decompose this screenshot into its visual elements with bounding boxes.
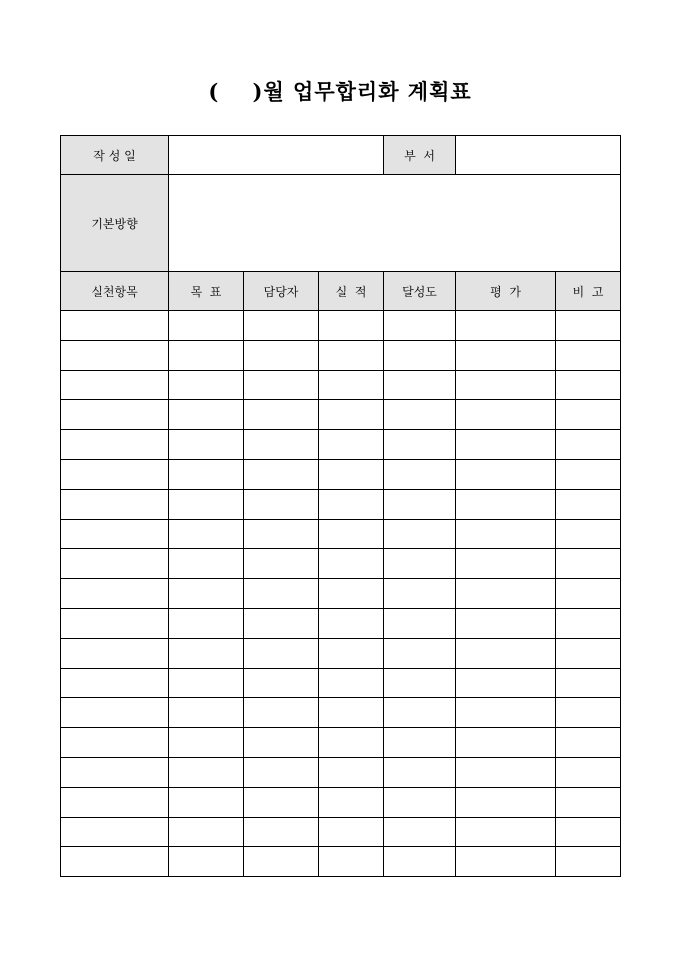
cell-person-in-charge[interactable] xyxy=(244,668,319,698)
cell-result[interactable] xyxy=(319,817,384,847)
cell-achievement[interactable] xyxy=(384,698,456,728)
cell-person-in-charge[interactable] xyxy=(244,638,319,668)
cell-goal[interactable] xyxy=(169,579,244,609)
table-row xyxy=(61,817,621,847)
cell-goal[interactable] xyxy=(169,817,244,847)
cell-person-in-charge[interactable] xyxy=(244,698,319,728)
cell-evaluation[interactable] xyxy=(456,757,556,787)
cell-person-in-charge[interactable] xyxy=(244,519,319,549)
header-result: 실 적 xyxy=(319,272,384,311)
cell-practice-item[interactable] xyxy=(61,430,169,460)
cell-evaluation[interactable] xyxy=(456,728,556,758)
cell-person-in-charge[interactable] xyxy=(244,579,319,609)
cell-person-in-charge[interactable] xyxy=(244,340,319,370)
cell-result[interactable] xyxy=(319,489,384,519)
cell-achievement[interactable] xyxy=(384,549,456,579)
cell-achievement[interactable] xyxy=(384,728,456,758)
table-row xyxy=(61,400,621,430)
cell-remarks[interactable] xyxy=(556,340,621,370)
table-row xyxy=(61,311,621,341)
cell-practice-item[interactable] xyxy=(61,757,169,787)
cell-remarks[interactable] xyxy=(556,608,621,638)
cell-result[interactable] xyxy=(319,311,384,341)
plan-table xyxy=(60,135,621,877)
table-row xyxy=(61,489,621,519)
cell-person-in-charge[interactable] xyxy=(244,489,319,519)
cell-achievement[interactable] xyxy=(384,340,456,370)
header-practice-item: 실천항목 xyxy=(61,272,169,311)
cell-remarks[interactable] xyxy=(556,698,621,728)
cell-person-in-charge[interactable] xyxy=(244,549,319,579)
cell-practice-item[interactable] xyxy=(61,668,169,698)
cell-goal[interactable] xyxy=(169,430,244,460)
cell-result[interactable] xyxy=(319,757,384,787)
cell-evaluation[interactable] xyxy=(456,847,556,877)
table-row xyxy=(61,549,621,579)
table-row xyxy=(61,579,621,609)
cell-result[interactable] xyxy=(319,430,384,460)
cell-evaluation[interactable] xyxy=(456,608,556,638)
cell-goal[interactable] xyxy=(169,698,244,728)
cell-goal[interactable] xyxy=(169,787,244,817)
cell-achievement[interactable] xyxy=(384,400,456,430)
table-row xyxy=(61,698,621,728)
cell-person-in-charge[interactable] xyxy=(244,370,319,400)
cell-result[interactable] xyxy=(319,519,384,549)
table-row xyxy=(61,608,621,638)
cell-person-in-charge[interactable] xyxy=(244,728,319,758)
cell-remarks[interactable] xyxy=(556,787,621,817)
cell-evaluation[interactable] xyxy=(456,549,556,579)
cell-remarks[interactable] xyxy=(556,579,621,609)
cell-remarks[interactable] xyxy=(556,400,621,430)
table-row xyxy=(61,668,621,698)
table-row xyxy=(61,459,621,489)
cell-achievement[interactable] xyxy=(384,608,456,638)
basic-direction-row xyxy=(61,175,621,272)
cell-goal[interactable] xyxy=(169,549,244,579)
cell-evaluation[interactable] xyxy=(456,459,556,489)
cell-result[interactable] xyxy=(319,638,384,668)
cell-evaluation[interactable] xyxy=(456,787,556,817)
cell-evaluation[interactable] xyxy=(456,340,556,370)
cell-goal[interactable] xyxy=(169,638,244,668)
cell-achievement[interactable] xyxy=(384,489,456,519)
cell-remarks[interactable] xyxy=(556,519,621,549)
cell-result[interactable] xyxy=(319,698,384,728)
cell-person-in-charge[interactable] xyxy=(244,757,319,787)
cell-goal[interactable] xyxy=(169,340,244,370)
cell-achievement[interactable] xyxy=(384,519,456,549)
table-row xyxy=(61,430,621,460)
cell-goal[interactable] xyxy=(169,668,244,698)
cell-evaluation[interactable] xyxy=(456,370,556,400)
cell-achievement[interactable] xyxy=(384,370,456,400)
department-label: 부 서 xyxy=(384,136,456,175)
cell-practice-item[interactable] xyxy=(61,519,169,549)
cell-result[interactable] xyxy=(319,400,384,430)
cell-achievement[interactable] xyxy=(384,847,456,877)
page-title: ( )월 업무합리화 계획표 xyxy=(208,79,472,104)
cell-result[interactable] xyxy=(319,787,384,817)
table-row xyxy=(61,370,621,400)
cell-evaluation[interactable] xyxy=(456,579,556,609)
cell-practice-item[interactable] xyxy=(61,340,169,370)
cell-result[interactable] xyxy=(319,847,384,877)
cell-remarks[interactable] xyxy=(556,638,621,668)
cell-person-in-charge[interactable] xyxy=(244,817,319,847)
table-row xyxy=(61,757,621,787)
cell-remarks[interactable] xyxy=(556,311,621,341)
cell-result[interactable] xyxy=(319,728,384,758)
cell-evaluation[interactable] xyxy=(456,400,556,430)
cell-result[interactable] xyxy=(319,608,384,638)
cell-remarks[interactable] xyxy=(556,459,621,489)
header-person-in-charge: 담당자 xyxy=(244,272,319,311)
cell-achievement[interactable] xyxy=(384,430,456,460)
header-remarks: 비 고 xyxy=(556,272,621,311)
cell-goal[interactable] xyxy=(169,459,244,489)
cell-achievement[interactable] xyxy=(384,787,456,817)
info-row xyxy=(61,136,621,175)
cell-goal[interactable] xyxy=(169,608,244,638)
cell-evaluation[interactable] xyxy=(456,430,556,460)
cell-person-in-charge[interactable] xyxy=(244,459,319,489)
cell-practice-item[interactable] xyxy=(61,728,169,758)
cell-result[interactable] xyxy=(319,370,384,400)
cell-person-in-charge[interactable] xyxy=(244,311,319,341)
cell-remarks[interactable] xyxy=(556,668,621,698)
plan-table-body xyxy=(61,136,621,877)
table-row xyxy=(61,847,621,877)
cell-remarks[interactable] xyxy=(556,817,621,847)
basic-direction-label: 기본방향 xyxy=(61,175,169,272)
cell-practice-item[interactable] xyxy=(61,311,169,341)
table-row xyxy=(61,340,621,370)
table-row xyxy=(61,638,621,668)
cell-achievement[interactable] xyxy=(384,757,456,787)
cell-achievement[interactable] xyxy=(384,638,456,668)
column-header-row xyxy=(61,272,621,311)
cell-person-in-charge[interactable] xyxy=(244,400,319,430)
date-field[interactable] xyxy=(169,136,384,175)
table-row xyxy=(61,728,621,758)
cell-remarks[interactable] xyxy=(556,430,621,460)
cell-practice-item[interactable] xyxy=(61,638,169,668)
cell-person-in-charge[interactable] xyxy=(244,608,319,638)
cell-evaluation[interactable] xyxy=(456,817,556,847)
cell-remarks[interactable] xyxy=(556,549,621,579)
cell-goal[interactable] xyxy=(169,489,244,519)
cell-goal[interactable] xyxy=(169,400,244,430)
cell-evaluation[interactable] xyxy=(456,668,556,698)
cell-remarks[interactable] xyxy=(556,847,621,877)
cell-person-in-charge[interactable] xyxy=(244,847,319,877)
cell-remarks[interactable] xyxy=(556,728,621,758)
cell-practice-item[interactable] xyxy=(61,579,169,609)
header-achievement: 달성도 xyxy=(384,272,456,311)
cell-achievement[interactable] xyxy=(384,579,456,609)
cell-evaluation[interactable] xyxy=(456,489,556,519)
cell-result[interactable] xyxy=(319,668,384,698)
cell-practice-item[interactable] xyxy=(61,370,169,400)
cell-evaluation[interactable] xyxy=(456,638,556,668)
cell-evaluation[interactable] xyxy=(456,519,556,549)
date-label: 작 성 일 xyxy=(61,136,169,175)
cell-practice-item[interactable] xyxy=(61,817,169,847)
cell-evaluation[interactable] xyxy=(456,698,556,728)
cell-practice-item[interactable] xyxy=(61,459,169,489)
cell-achievement[interactable] xyxy=(384,459,456,489)
cell-evaluation[interactable] xyxy=(456,311,556,341)
cell-goal[interactable] xyxy=(169,519,244,549)
cell-achievement[interactable] xyxy=(384,668,456,698)
cell-goal[interactable] xyxy=(169,757,244,787)
cell-person-in-charge[interactable] xyxy=(244,430,319,460)
department-field[interactable] xyxy=(456,136,621,175)
cell-goal[interactable] xyxy=(169,370,244,400)
cell-goal[interactable] xyxy=(169,728,244,758)
cell-result[interactable] xyxy=(319,340,384,370)
cell-result[interactable] xyxy=(319,579,384,609)
cell-practice-item[interactable] xyxy=(61,698,169,728)
basic-direction-field[interactable] xyxy=(169,175,621,272)
cell-remarks[interactable] xyxy=(556,757,621,787)
cell-achievement[interactable] xyxy=(384,817,456,847)
cell-goal[interactable] xyxy=(169,847,244,877)
cell-practice-item[interactable] xyxy=(61,847,169,877)
cell-goal[interactable] xyxy=(169,311,244,341)
cell-person-in-charge[interactable] xyxy=(244,787,319,817)
header-goal: 목 표 xyxy=(169,272,244,311)
cell-remarks[interactable] xyxy=(556,489,621,519)
cell-practice-item[interactable] xyxy=(61,400,169,430)
cell-achievement[interactable] xyxy=(384,311,456,341)
cell-practice-item[interactable] xyxy=(61,787,169,817)
cell-result[interactable] xyxy=(319,459,384,489)
table-row xyxy=(61,519,621,549)
cell-practice-item[interactable] xyxy=(61,608,169,638)
cell-result[interactable] xyxy=(319,549,384,579)
table-row xyxy=(61,787,621,817)
cell-remarks[interactable] xyxy=(556,370,621,400)
header-evaluation: 평 가 xyxy=(456,272,556,311)
cell-practice-item[interactable] xyxy=(61,549,169,579)
cell-practice-item[interactable] xyxy=(61,489,169,519)
